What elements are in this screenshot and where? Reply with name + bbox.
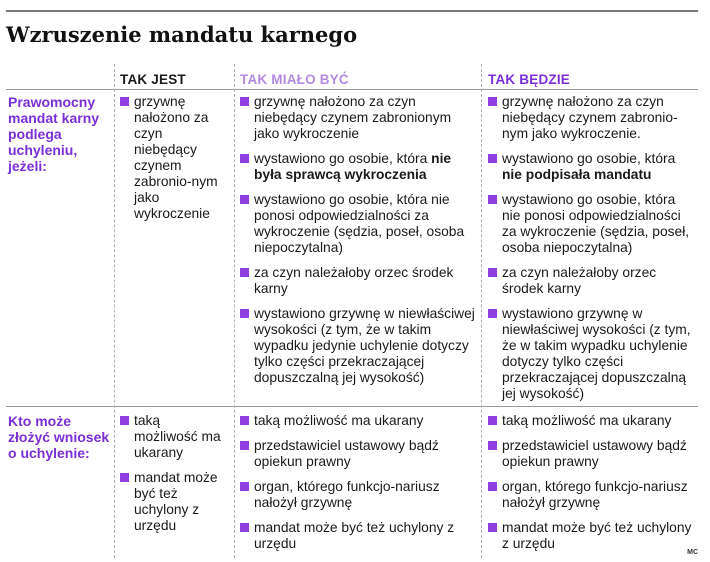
- header-will: TAK BĘDZIE: [488, 72, 570, 87]
- list-item: [120, 470, 224, 534]
- item-text: taką możliwość ma ukarany: [502, 413, 672, 428]
- square-bullet-icon: [240, 523, 249, 532]
- item-text: mandat może być też uchylony z urzędu: [502, 520, 692, 551]
- square-bullet-icon: [120, 416, 129, 425]
- square-bullet-icon: [488, 195, 497, 204]
- list-item: [488, 265, 696, 297]
- square-bullet-icon: [488, 441, 497, 450]
- list-item: [240, 438, 468, 470]
- item-text: wystawiono grzywnę w niewłaściwej wysokości (z tym, że w takim wypadku jedynie uchylenie dotyczy tylko części przekraczającej dopuszczalną jej wysokość): [254, 306, 475, 385]
- item-text: wystawiono go osobie, która nie ponosi odpowiedzialności za wykroczenie (sędzia, poseł, osoba niepoczytalna): [254, 192, 465, 255]
- item-text: grzywnę nałożono za czyn niebędący czynem zabronionym jako wykroczenie: [254, 94, 452, 141]
- square-bullet-icon: [488, 416, 497, 425]
- item-emphasis: nie podpisała mandatu: [502, 167, 652, 182]
- list-item: [488, 520, 696, 552]
- item-emphasis: nie była sprawcą wykroczenia: [254, 151, 452, 182]
- square-bullet-icon: [488, 309, 497, 318]
- header-divider: [6, 89, 698, 90]
- item-text: wystawiono go osobie, która nie ponosi odpowiedzialności za wykroczenie (sędzia, poseł, osoba niepoczytalna): [502, 192, 690, 255]
- list-item: [240, 520, 468, 552]
- item-text: wystawiono go osobie, która: [254, 151, 432, 166]
- list-item: [240, 192, 476, 256]
- list-item: [488, 479, 696, 511]
- item-text: przedstawiciel ustawowy bądź opiekun prawny: [254, 438, 439, 469]
- square-bullet-icon: [488, 97, 497, 106]
- column-separator-1: [114, 64, 115, 558]
- square-bullet-icon: [120, 473, 129, 482]
- square-bullet-icon: [240, 154, 249, 163]
- square-bullet-icon: [488, 523, 497, 532]
- row1-was-cell: [240, 94, 476, 395]
- list-item: [488, 151, 696, 183]
- list-item: [240, 479, 468, 511]
- item-text: wystawiono grzywnę w niewłaściwej wysokości (z tym, że w takim wypadku uchylenie dotyczy tylko części przekraczającej dopuszczalną jej wysokość): [502, 306, 691, 401]
- square-bullet-icon: [240, 97, 249, 106]
- header-now: TAK JEST: [120, 72, 186, 87]
- list-item: [240, 94, 476, 142]
- square-bullet-icon: [488, 482, 497, 491]
- list-item: [488, 192, 696, 256]
- item-text: mandat może być też uchylony z urzędu: [134, 470, 218, 533]
- item-text: za czyn należałoby orzec środek karny: [502, 265, 657, 296]
- item-text: grzywnę nałożono za czyn niebędący czynem zabronio-nym jako wykroczenie.: [502, 94, 678, 141]
- square-bullet-icon: [120, 97, 129, 106]
- credit: MC: [687, 549, 698, 556]
- item-text: taką możliwość ma ukarany: [254, 413, 424, 428]
- header-was: TAK MIAŁO BYĆ: [240, 72, 349, 87]
- item-text: taką możliwość ma ukarany: [134, 413, 221, 460]
- top-rule: [6, 10, 698, 12]
- item-text: mandat może być też uchylony z urzędu: [254, 520, 455, 551]
- square-bullet-icon: [240, 309, 249, 318]
- list-item: [488, 94, 696, 142]
- item-text: przedstawiciel ustawowy bądź opiekun prawny: [502, 438, 687, 469]
- square-bullet-icon: [488, 268, 497, 277]
- item-text: organ, którego funkcjo-nariusz nałożył grzywnę: [502, 479, 688, 510]
- square-bullet-icon: [240, 416, 249, 425]
- list-item: [120, 413, 224, 461]
- list-item: [488, 438, 696, 470]
- row1-will-cell: [488, 94, 696, 411]
- column-separator-2: [234, 64, 235, 558]
- square-bullet-icon: [240, 195, 249, 204]
- square-bullet-icon: [240, 268, 249, 277]
- list-item: [240, 151, 476, 183]
- row2-was-cell: [240, 413, 468, 561]
- item-text: za czyn należałoby orzec środek karny: [254, 265, 454, 296]
- item-text: organ, którego funkcjo-nariusz nałożył grzywnę: [254, 479, 440, 510]
- item-text: wystawiono go osobie, która: [502, 151, 676, 166]
- list-item: [240, 413, 468, 429]
- column-separator-3: [481, 64, 482, 558]
- row1-now-cell: [120, 94, 228, 231]
- row2-will-cell: [488, 413, 696, 561]
- row2-label: Kto może złożyć wniosek o uchylenie:: [8, 413, 110, 461]
- list-item: [240, 265, 476, 297]
- item-text: grzywnę nałożono za czyn niebędący czynem zabronio-nym jako wykroczenie: [134, 94, 218, 221]
- list-item: [488, 413, 696, 429]
- row1-label: Prawomocny mandat karny podlega uchyleniu, jeżeli:: [8, 94, 100, 174]
- list-item: [120, 94, 228, 222]
- list-item: [240, 306, 476, 386]
- page-title: Wzruszenie mandatu karnego: [6, 22, 358, 47]
- square-bullet-icon: [240, 441, 249, 450]
- square-bullet-icon: [488, 154, 497, 163]
- row2-now-cell: [120, 413, 224, 543]
- list-item: [488, 306, 696, 402]
- square-bullet-icon: [240, 482, 249, 491]
